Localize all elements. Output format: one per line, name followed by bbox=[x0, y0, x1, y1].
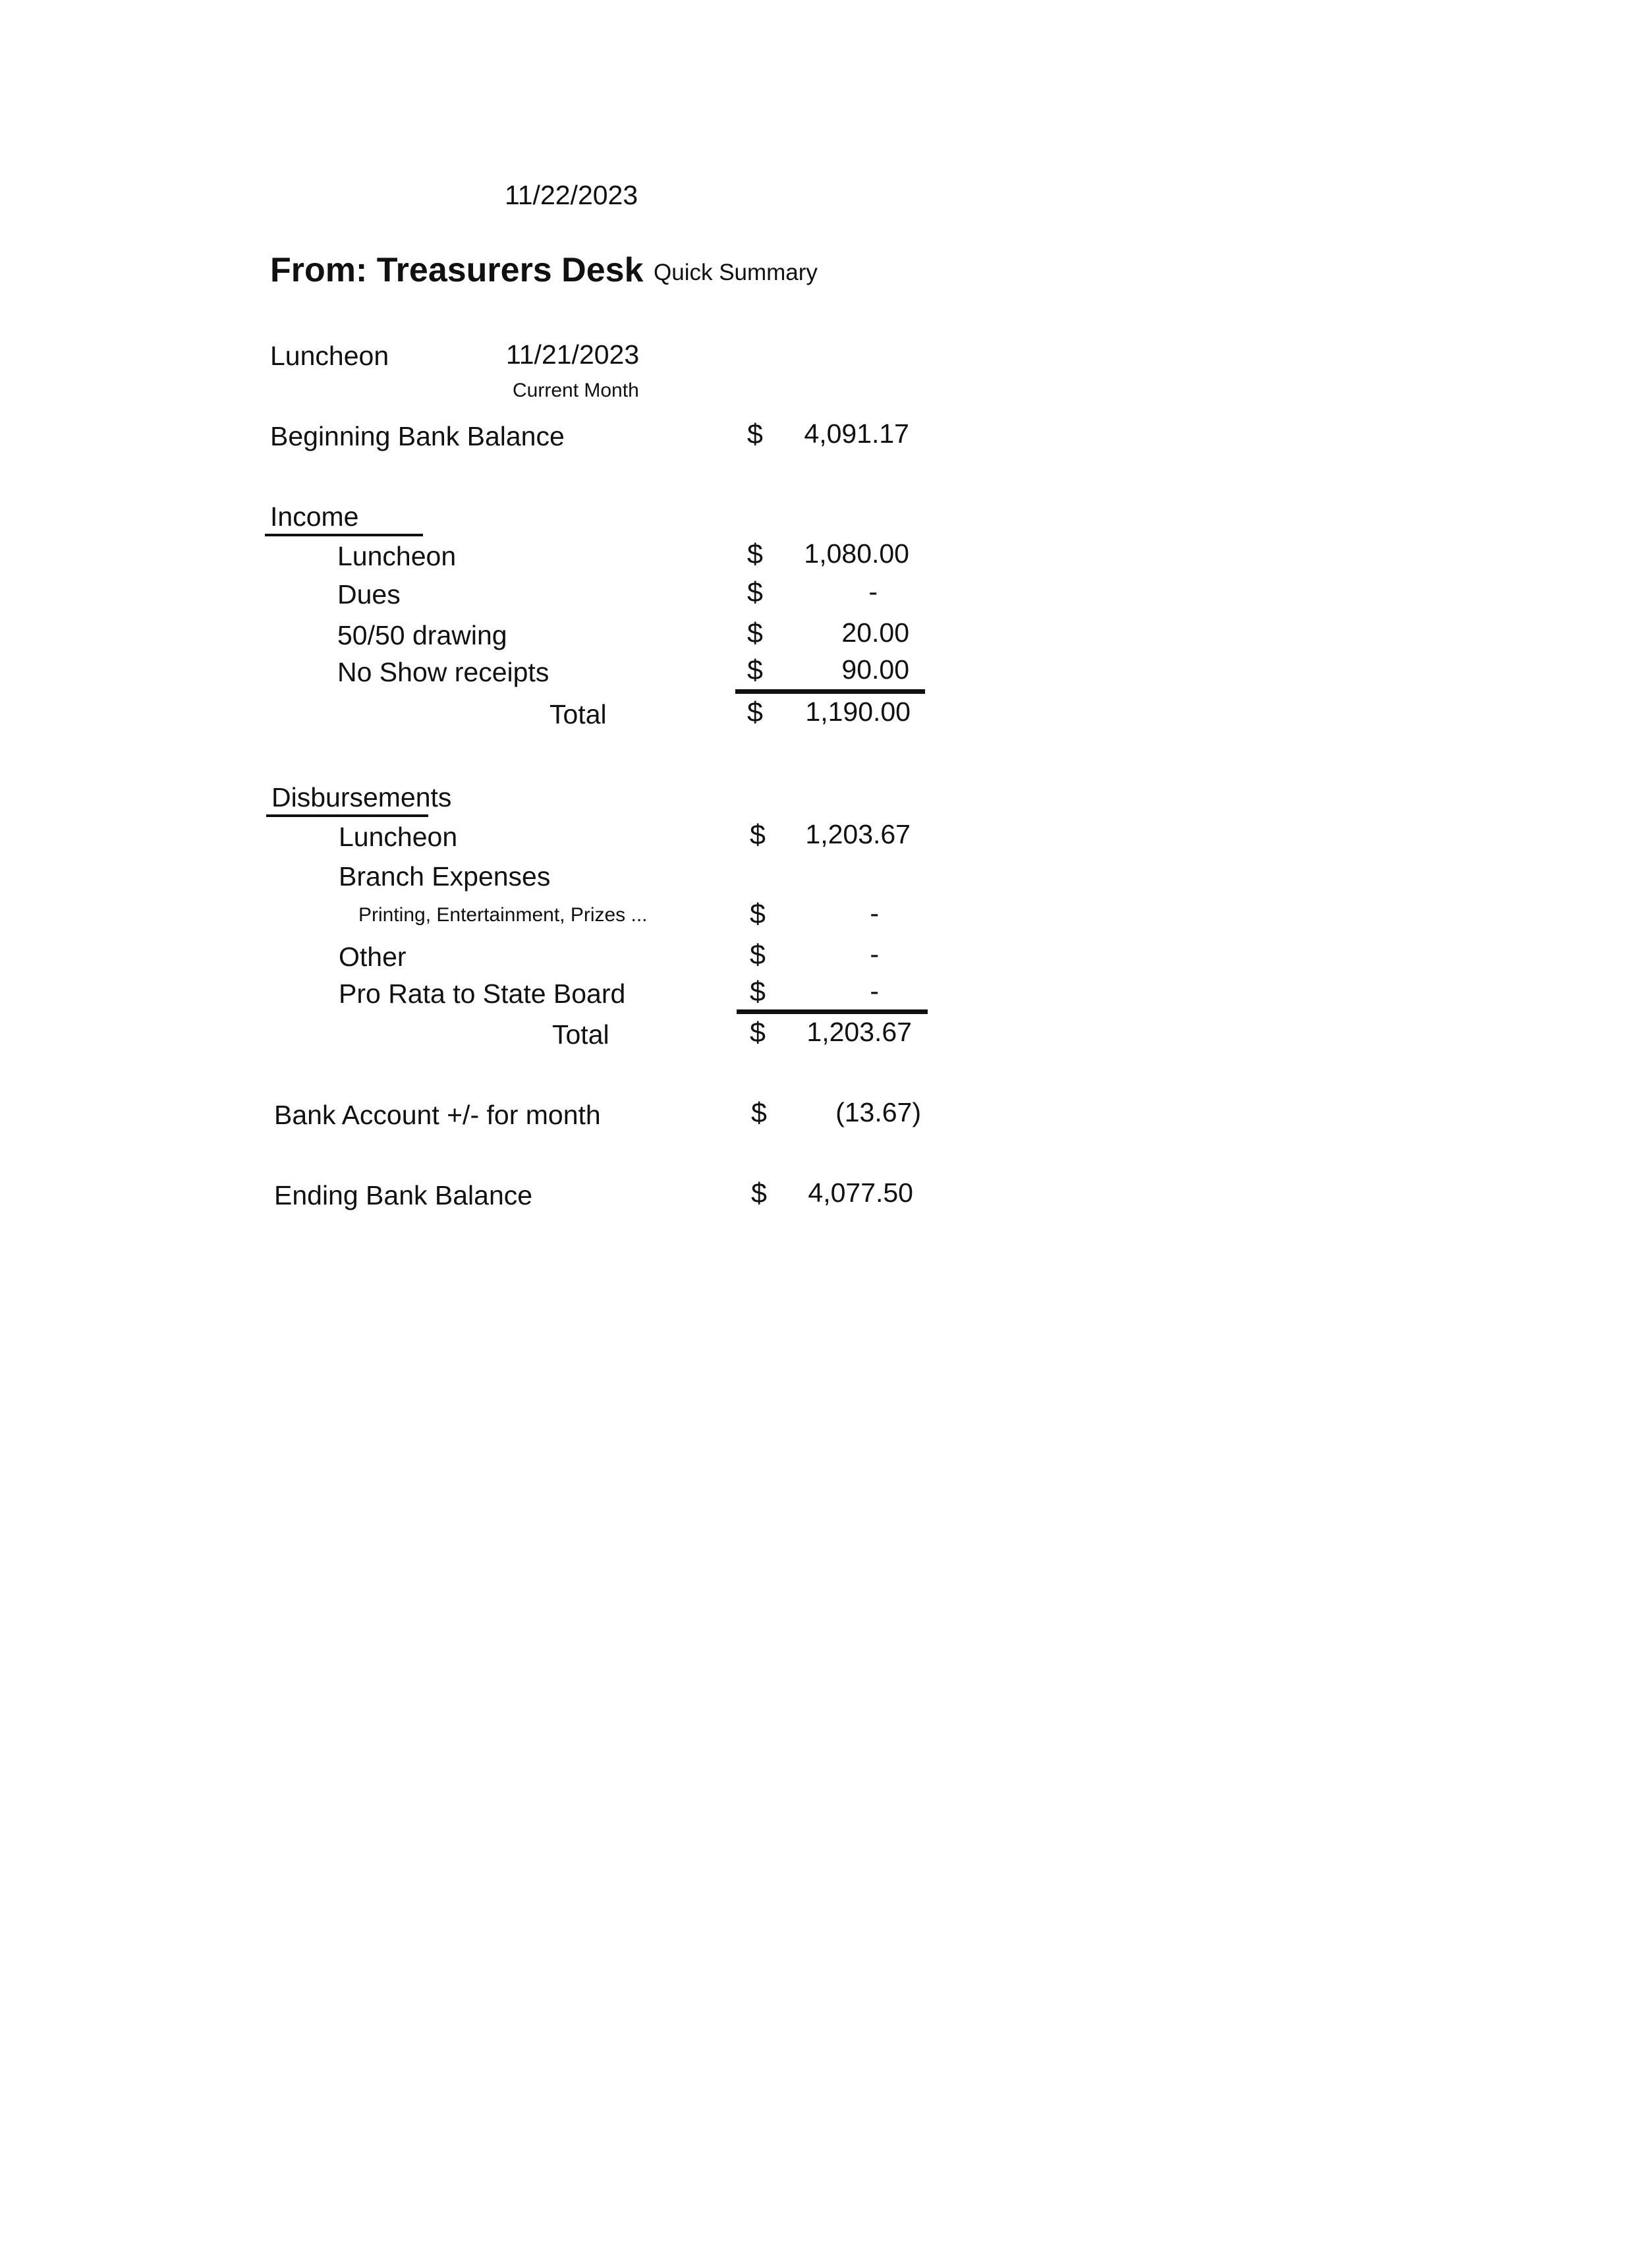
disbursement-item-amount: - bbox=[870, 898, 879, 928]
income-total-label: Total bbox=[549, 699, 607, 729]
disbursement-item-label: Other bbox=[339, 942, 407, 972]
net-change-label: Bank Account +/- for month bbox=[274, 1100, 601, 1130]
income-total-rule bbox=[735, 689, 925, 694]
beginning-balance-currency: $ bbox=[747, 418, 763, 450]
disbursement-item-amount: 1,203.67 bbox=[805, 819, 911, 849]
event-date: 11/21/2023 bbox=[506, 339, 640, 370]
disbursement-item-amount: - bbox=[870, 976, 879, 1006]
income-item-amount: - bbox=[868, 577, 878, 607]
income-total-amount: 1,190.00 bbox=[805, 696, 911, 727]
income-item-amount: 1,080.00 bbox=[804, 538, 909, 569]
report-title: From: Treasurers Desk bbox=[270, 251, 644, 289]
disbursement-item-currency: $ bbox=[750, 976, 766, 1007]
income-item-currency: $ bbox=[747, 577, 763, 608]
income-heading: Income bbox=[270, 501, 359, 532]
disbursement-item-currency: $ bbox=[750, 819, 766, 851]
disbursements-heading-underline bbox=[266, 814, 428, 817]
disbursements-total-currency: $ bbox=[750, 1017, 766, 1048]
disbursement-item-label: Branch Expenses bbox=[339, 861, 551, 892]
report-subtitle: Quick Summary bbox=[654, 260, 818, 285]
income-item-currency: $ bbox=[747, 538, 763, 570]
income-total-currency: $ bbox=[747, 696, 763, 728]
disbursement-item-currency: $ bbox=[750, 939, 766, 971]
net-change-currency: $ bbox=[751, 1097, 767, 1129]
income-item-label: No Show receipts bbox=[337, 657, 549, 687]
ending-balance-currency: $ bbox=[751, 1177, 767, 1209]
disbursement-item-amount: - bbox=[870, 939, 879, 969]
income-item-amount: 20.00 bbox=[841, 617, 909, 648]
ending-balance-label: Ending Bank Balance bbox=[274, 1180, 533, 1210]
disbursement-item-label: Printing, Entertainment, Prizes ... bbox=[358, 904, 648, 926]
ending-balance-amount: 4,077.50 bbox=[808, 1177, 913, 1208]
report-date: 11/22/2023 bbox=[505, 180, 638, 210]
income-item-currency: $ bbox=[747, 654, 763, 686]
disbursements-total-rule bbox=[737, 1009, 928, 1014]
income-item-label: Luncheon bbox=[337, 541, 457, 571]
disbursements-heading: Disbursements bbox=[271, 782, 452, 812]
beginning-balance-amount: 4,091.17 bbox=[804, 418, 909, 449]
disbursement-item-currency: $ bbox=[750, 898, 766, 930]
disbursement-item-label: Luncheon bbox=[339, 822, 458, 852]
net-change-amount: (13.67) bbox=[835, 1097, 921, 1127]
income-heading-underline bbox=[265, 534, 423, 536]
event-label: Luncheon bbox=[270, 341, 389, 371]
disbursements-total-label: Total bbox=[552, 1019, 609, 1050]
disbursement-item-label: Pro Rata to State Board bbox=[339, 978, 626, 1009]
income-item-amount: 90.00 bbox=[841, 654, 909, 685]
income-item-label: Dues bbox=[337, 579, 401, 610]
disbursements-total-amount: 1,203.67 bbox=[806, 1017, 912, 1047]
beginning-balance-label: Beginning Bank Balance bbox=[270, 421, 565, 451]
income-item-currency: $ bbox=[747, 617, 763, 649]
event-period: Current Month bbox=[513, 380, 639, 401]
income-item-label: 50/50 drawing bbox=[337, 620, 507, 650]
